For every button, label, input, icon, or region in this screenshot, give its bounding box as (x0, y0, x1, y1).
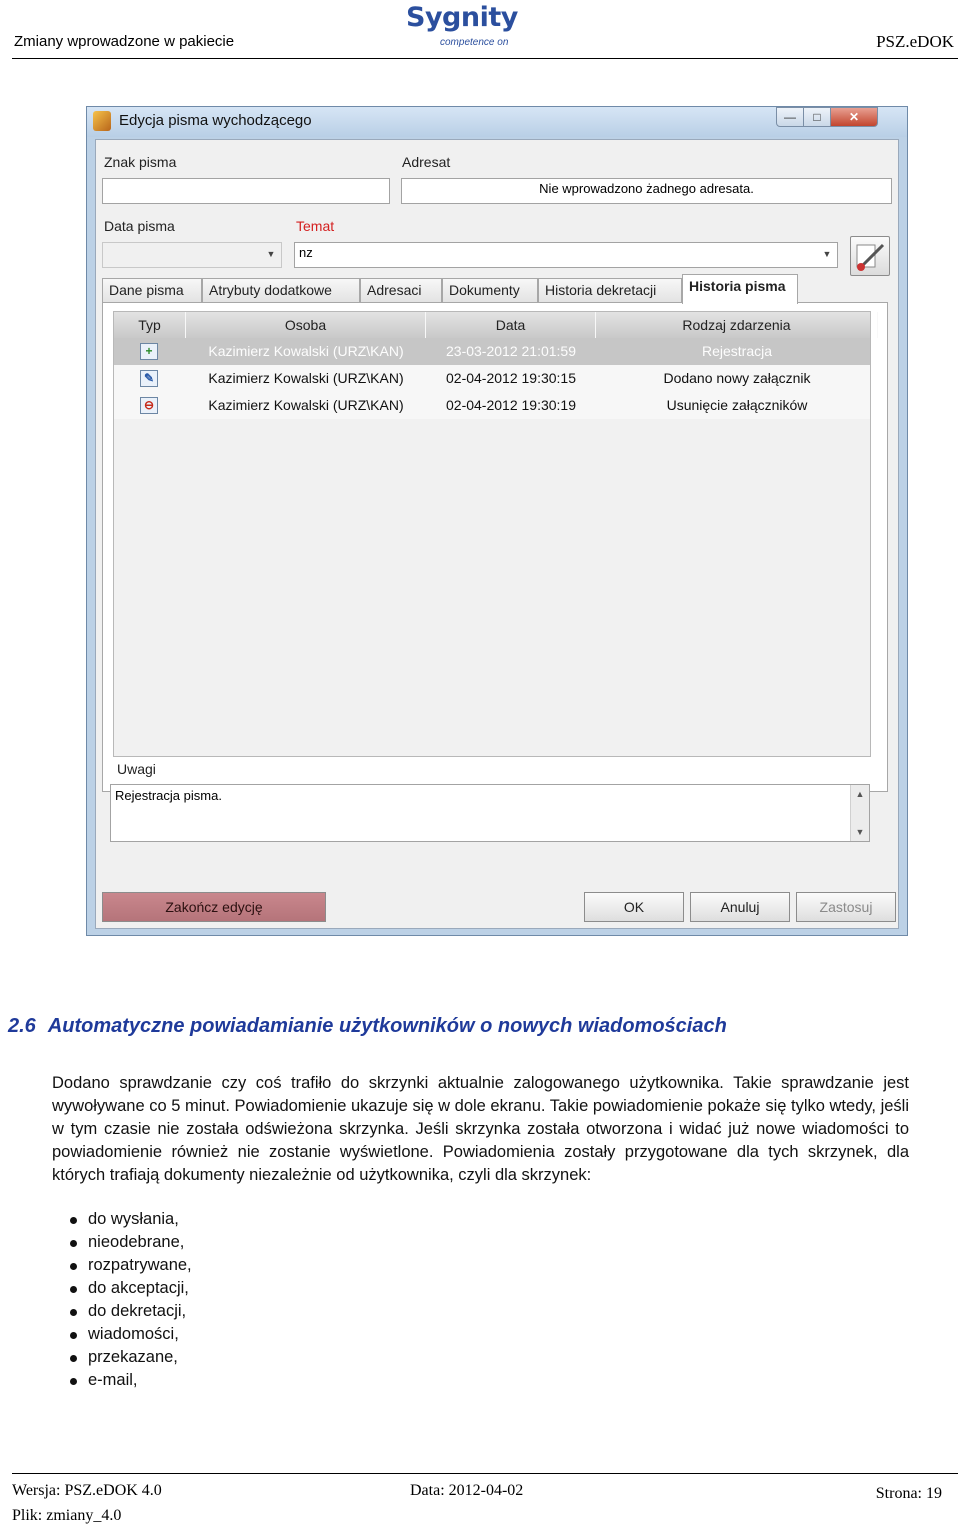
col-header-rodzaj[interactable]: Rodzaj zdarzenia (596, 312, 878, 338)
section-title: Automatyczne powiadamianie użytkowników o nowych wiadomościach (47, 1015, 727, 1037)
temat-combo[interactable] (294, 242, 838, 268)
cell-osoba: Kazimierz Kowalski (URZ\KAN) (208, 370, 404, 386)
footer-date: Data: 2012-04-02 (410, 1482, 524, 1499)
cell-data: 23-03-2012 21:01:59 (446, 343, 576, 359)
tab-adresaci[interactable]: Adresaci (360, 278, 442, 302)
tab-atrybuty-dodatkowe[interactable]: Atrybuty dodatkowe (202, 278, 360, 302)
list-item: e-mail, (70, 1369, 192, 1392)
section-paragraph: Dodano sprawdzanie czy coś trafiło do skrzynki aktualnie zalogowanego użytkownika. Takie sprawdzanie jest wywoływane co 5 minut. Powiadomienie ukazuje się w dole ekranu. Takie powiadomienie pokaże się tylko wtedy, jeśli w tym czasie nie została odświeżona skrzynka. Jeśli skrzynka została otworzona i widać już nowe wiadomości to powiadomienie również nie zostanie wyświetlone. Powiadomienia zostały przygotowane dla tych skrzynek, dla których trafiają dokumenty niezależnie od użytkownika, czyli dla skrzynek: (52, 1074, 909, 1184)
col-header-osoba[interactable]: Osoba (186, 312, 426, 338)
data-pisma-picker[interactable] (102, 242, 282, 268)
cell-rodzaj: Dodano nowy załącznik (663, 370, 811, 386)
remove-attachment-icon: ⊖ (140, 397, 158, 414)
tab-dane-pisma[interactable]: Dane pisma (102, 278, 202, 302)
list-item: wiadomości, (70, 1323, 192, 1346)
uwagi-label: Uwagi (117, 761, 156, 777)
temat-value: nz (299, 245, 313, 260)
col-header-typ[interactable]: Typ (114, 312, 186, 338)
adresat-field[interactable]: Nie wprowadzono żadnego adresata. (401, 178, 892, 204)
window-title: Edycja pisma wychodzącego (119, 112, 312, 129)
temat-label: Temat (296, 218, 335, 234)
adresat-label: Adresat (402, 154, 451, 170)
cell-data: 02-04-2012 19:30:15 (446, 370, 576, 386)
scroll-up-icon[interactable]: ▲ (855, 789, 865, 799)
list-item: do akceptacji, (70, 1277, 192, 1300)
cell-rodzaj: Usunięcie załączników (666, 397, 808, 413)
close-button[interactable]: ✕ (830, 107, 878, 127)
table-row[interactable] (114, 338, 870, 365)
page-header-right: PSZ.eDOK (876, 32, 954, 51)
cell-osoba: Kazimierz Kowalski (URZ\KAN) (208, 343, 404, 359)
col-header-data[interactable]: Data (426, 312, 596, 338)
section-number: 2.6 (8, 1015, 36, 1037)
cancel-button[interactable]: Anuluj (690, 892, 790, 922)
data-pisma-label: Data pisma (104, 218, 175, 234)
minimize-button[interactable]: — (776, 107, 804, 127)
list-item: do wysłania, (70, 1208, 192, 1231)
table-row[interactable] (114, 392, 870, 419)
footer-file: Plik: zmiany_4.0 (12, 1507, 122, 1524)
tab-historia-dekretacji[interactable]: Historia dekretacji (538, 278, 682, 302)
list-item: przekazane, (70, 1346, 192, 1369)
list-item: do dekretacji, (70, 1300, 192, 1323)
footer-divider (12, 1473, 958, 1474)
grid-header (114, 312, 870, 339)
register-doc-icon: + (140, 343, 158, 360)
header-divider (12, 58, 958, 59)
tab-dokumenty[interactable]: Dokumenty (442, 278, 538, 302)
ok-button[interactable]: OK (584, 892, 684, 922)
page-header-left: Zmiany wprowadzone w pakiecie (14, 33, 235, 50)
finish-edit-button[interactable]: Zakończ edycję (102, 892, 326, 922)
cell-rodzaj: Rejestracja (701, 343, 773, 359)
history-grid (113, 311, 871, 757)
cell-osoba: Kazimierz Kowalski (URZ\KAN) (208, 397, 404, 413)
znak-pisma-label: Znak pisma (104, 154, 177, 170)
logo-sub-text: competence on (440, 37, 509, 48)
uwagi-value: Rejestracja pisma. (115, 788, 222, 803)
edit-signature-button[interactable] (850, 236, 890, 276)
edit-outgoing-letter-window (86, 106, 908, 936)
maximize-button[interactable]: □ (803, 107, 831, 127)
uwagi-textarea[interactable] (110, 784, 870, 842)
table-row[interactable] (114, 365, 870, 392)
section-heading (8, 1015, 727, 1038)
znak-pisma-input[interactable] (102, 178, 390, 204)
historia-pisma-panel (102, 302, 888, 792)
uwagi-scrollbar[interactable] (850, 785, 869, 841)
window-title-bar[interactable] (87, 107, 907, 137)
cell-data: 02-04-2012 19:30:19 (446, 397, 576, 413)
app-icon (93, 111, 111, 131)
list-item: nieodebrane, (70, 1231, 192, 1254)
chevron-down-icon[interactable]: ▼ (822, 249, 832, 259)
sygnity-logo (406, 4, 526, 52)
chevron-down-icon: ▼ (266, 249, 276, 259)
logo-main-text: Sygnity (406, 2, 518, 33)
scroll-down-icon[interactable]: ▼ (855, 827, 865, 837)
list-item: rozpatrywane, (70, 1254, 192, 1277)
edit-pen-icon (851, 237, 889, 275)
dialog-client-area (95, 139, 899, 929)
tab-historia-pisma[interactable]: Historia pisma (682, 274, 798, 304)
add-attachment-icon: ✎ (140, 370, 158, 387)
footer-version: Wersja: PSZ.eDOK 4.0 (12, 1482, 162, 1499)
mailbox-list (70, 1208, 192, 1392)
apply-button[interactable]: Zastosuj (796, 892, 896, 922)
footer-page: Strona: 19 (875, 1485, 942, 1502)
